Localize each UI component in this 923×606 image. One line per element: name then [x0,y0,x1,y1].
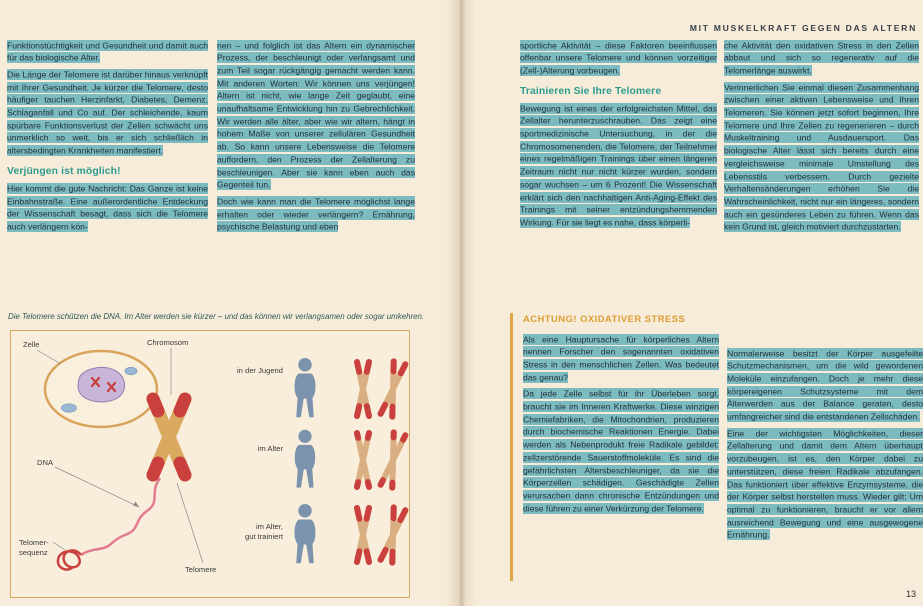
box-column-1 [523,333,719,519]
mitochondrion-icon [125,367,137,374]
row-label: in der Jugend [236,366,283,375]
label-chromosom: Chromosom [147,338,189,347]
row-label: im Alter, [255,522,283,531]
paragraph [7,182,208,233]
box-heading: ACHTUNG! OXIDATIVER STRESS [523,313,686,324]
left-column-1 [7,39,208,237]
section-heading: Verjüngen ist möglich! [7,166,121,178]
chromosome-icon [381,361,406,416]
paragraph [724,39,919,77]
chromosome-icon [357,433,369,487]
paragraph [523,388,719,515]
section-heading: Trainieren Sie Ihre Telomere [520,86,662,98]
chromosome-icon [357,508,369,562]
cell-illustration [45,351,157,427]
chromosome-icon [357,362,369,416]
paragraph-text: nen – und folglich ist das Altern ein dynamischer Prozess, der beschleunigt oder verlangsamt und zum Teil sogar rückgängig gemacht werden kann. Mit anderen Worten: Wir können uns verjüngen! Altern ist nicht, wie lange Zeit geglaubt, eine unaufhaltsame Entwicklung hin zu Gebrechlichkeit. Wir werden alle älter, aber wie wir altern, hängt in hohem Maße von unserer zellulären Gesundheit ab. So kann unsere Lebensweise die Telomere auffordern, den Prozess der Zellalterung zu beschleunigen. Aber sie kann eben auch das Gegenteil tun. [217,40,415,190]
paragraph [724,81,919,233]
paragraph [727,427,923,541]
box-column-2 [727,347,923,546]
page-gutter [446,0,476,606]
paragraph-text: che Aktivität den oxidativen Stress in den Zellen abbaut und sich so regenerativ auf die Telomerlänge auswirkt. [724,40,919,76]
paragraph [520,102,717,229]
dna-strand [58,478,160,570]
paragraph-text: Hier kommt die gute Nachricht: Das Ganze ist keine Einbahnstraße. Eine außerordentliche Entdeckung der Wissenschaft besagt, dass sich die Telomere auch verlängern kön- [7,183,208,232]
chromosome-icon [381,507,406,562]
paragraph [523,333,719,384]
chromosome-illustration [153,399,185,475]
chromosome-icon [381,432,406,487]
paragraph-text: Da jede Zelle selbst für ihr Überleben sorgt, braucht sie im Inneren Kraftwerke. Diese winzigen Chemiefabriken, die Mitochondrien, produzieren durch biochemische Reaktionen Energie. Dabei werden als Nebenprodukt freie Radikale gebildet: zellzerstörende Sauerstoffmoleküle. Es sind die gefährlichsten Altersbeschleuniger, da sie die Körperzellen schädigen. Geschädigte Zellen verursachen dann chronische Entzündungen und diese führen zu einer Verkürzung der Telomere. [523,388,719,514]
telomere-diagram-svg [11,331,409,597]
person-silhouette-icon [295,358,316,417]
telomere-diagram [10,330,410,598]
label-dna: DNA [37,458,54,467]
paragraph [727,347,923,423]
person-silhouette-icon [295,504,316,563]
paragraph-text: Bewegung ist eines der erfolgreichsten Mittel, das Zellalter herunterzuschrauben. Das zeigt eine sportmedizinische Untersuchung, in der die Chromosomenenden, die Telomere, der Teilnehmer eines regelmäßigen Trainings über einen längeren Zeitraum nicht nur nicht kürzer wurden, sondern sogar wuchsen – um 6 Prozent! Die Wissenschaft erklärt sich den nachhaltigen Anti-Aging-Effekt des Trainings mit seiner entzündungshemmenden Wirkung. Für sie liegt es nahe, dass körperli- [520,103,717,228]
page-number: 13 [905,589,916,599]
mitochondrion-icon [62,404,77,412]
paragraph-text: Doch wie kann man die Telomere möglichst lange erhalten oder wieder verlängern? Ernährung, psychische Belastung und eben [217,196,415,232]
label-telomersequenz: Telomer- [19,538,49,547]
running-head: MIT MUSKELKRAFT GEGEN DAS ALTERN [689,23,917,33]
paragraph-text: Normalerweise besitzt der Körper ausgefeilte Schutzmechanismen, um die wild gewordenen Moleküle einzufangen. Doch je mehr diese körpereigenen Schutzsysteme mit dem Älterwerden aus der Balance geraten, desto umfangreicher sind die entstandenen Zellschäden. [727,348,923,422]
label-zelle: Zelle [23,340,40,349]
paragraph-text: Funktionstüchtigkeit und Gesundheit und damit auch für das biologische Alter. [7,40,208,63]
paragraph-text: Als eine Hauptursache für körperliches Altern nennen Forscher den sogenannten oxidativen Stress in den menschlichen Zellen. Was bedeutet das genau? [523,334,719,383]
paragraph-text: Eine der wichtigsten Möglichkeiten, dieser Zellalterung und damit dem Altern überhaupt vorzubeugen, ist es, den Körper dabei zu unterstützen, diese freien Radikale abzufangen. Das funktioniert über effektive Enzymsysteme, die der Körper selbst herstellen muss. Wieder gilt: Um optimal zu funktionieren, braucht er vor allem ausreichend Bewegung und eine ausgewogene Ernährung. [727,428,923,540]
paragraph-text: sportliche Aktivität – diese Faktoren beeinflussen offenbar unsere Telomere und können vorzeitiger (Zell-)Alterung vorbeugen. [520,40,717,76]
paragraph [217,39,415,191]
right-column-2 [724,39,919,238]
paragraph-text: Verinnerlichen Sie einmal diesen Zusammenhang zwischen einer aktiven Lebensweise und Ihren Telomeren. Sie können jetzt sofort beginnen, Ihre Telomere und Ihre Zellen zu regenerieren – durch Muskeltraining und Ausdauersport. Das biologische Alter lässt sich bereits durch eine vergleichsweise minimale Umstellung des Lebensstils verbessern. Durch gezielte Verhaltensänderungen erhöhen Sie die Wahrscheinlichkeit, nicht nur ein längeres, sondern auch ein gesünderes Leben zu führen. Wenn das kein Grund ist, gleich motiviert durchzustarten. [724,82,919,232]
figure-caption: Die Telomere schützen die DNA. Im Alter werden sie kürzer – und das können wir verlangsamen oder sogar umkehren. [8,312,425,321]
paragraph [520,39,717,77]
right-column-1 [520,39,717,233]
paragraph-text: Die Länge der Telomere ist darüber hinaus verknüpft mit Ihrer Gesundheit. Je kürzer die Telomere, desto häufiger tauchen Herzinfarkt, Diabetes, Demenz, Schlaganfall und Co auf. Der schleichende, kaum spürbare Funktionsverlust der Zellen schwächt uns unmerklich so weit, bis er sich schließlich in altersbedingten Krankheiten manifestiert. [7,69,208,156]
paragraph [7,68,208,157]
label-telomere: Telomere [185,565,217,574]
telomere-sequence-coil [58,550,81,569]
oxidative-stress-box [510,313,923,581]
paragraph [217,195,415,233]
label-telomersequenz: sequenz [19,548,48,557]
row-label: gut trainiert [245,532,283,541]
person-silhouette-icon [295,430,315,488]
left-column-2 [217,39,415,238]
row-label: im Alter [257,444,283,453]
paragraph [7,39,208,64]
